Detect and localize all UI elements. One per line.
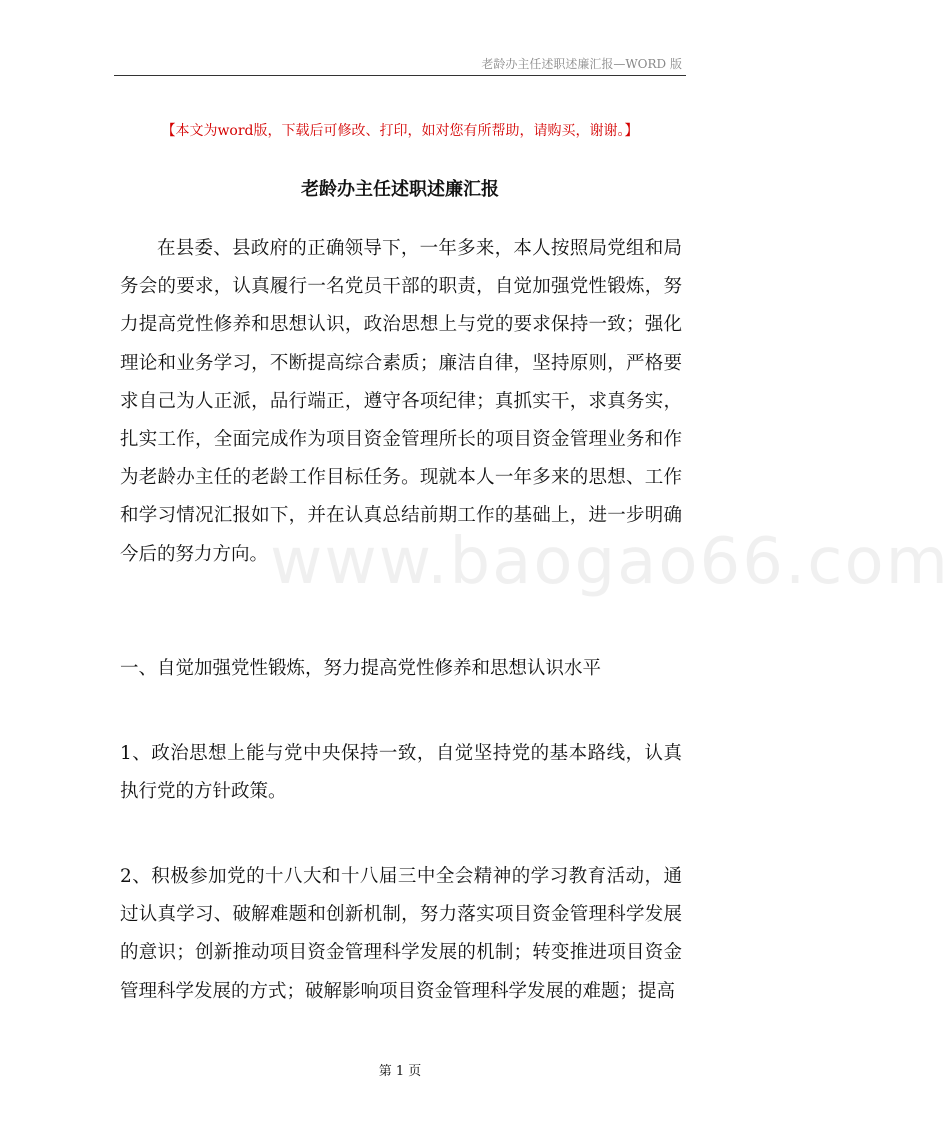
header-divider: [114, 75, 686, 76]
intro-paragraph: 在县委、县政府的正确领导下，一年多来，本人按照局党组和局务会的要求，认真履行一名党员干部的职责，自觉加强党性锻炼，努力提高党性修养和思想认识，政治思想上与党的要求保持一致；强化理论和业务学习，不断提高综合素质；廉洁自律，坚持原则，严格要求自己为人正派，品行端正，遵守各项纪律；真抓实干，求真务实，扎实工作，全面完成作为项目资金管理所长的项目资金管理业务和作为老龄办主任的老龄工作目标任务。现就本人一年多来的思想、工作和学习情况汇报如下，并在认真总结前期工作的基础上，进一步明确今后的努力方向。: [120, 238, 682, 565]
watermark: www.baogao66.com: [270, 525, 950, 599]
page-number: 第 1 页: [378, 1064, 422, 1079]
running-header-title: 老龄办主任述职述廉汇报—WORD 版: [481, 57, 682, 71]
purchase-notice: 【本文为word版，下载后可修改、打印，如对您有所帮助，请购买，谢谢。】: [161, 123, 639, 139]
document-title: 老龄办主任述职述廉汇报: [301, 179, 499, 200]
list-item-1: 1、政治思想上能与党中央保持一致，自觉坚持党的基本路线，认真执行党的方针政策。: [120, 743, 682, 803]
list-item-2: 2、积极参加党的十八大和十八届三中全会精神的学习教育活动，通过认真学习、破解难题和创新机制，努力落实项目资金管理科学发展的意识；创新推动项目资金管理科学发展的机制；转变推进项目资金管理科学发展的方式；破解影响项目资金管理科学发展的难题；提高: [120, 866, 682, 1002]
section-heading-1: 一、自觉加强党性锻炼，努力提高党性修养和思想认识水平: [120, 658, 602, 679]
